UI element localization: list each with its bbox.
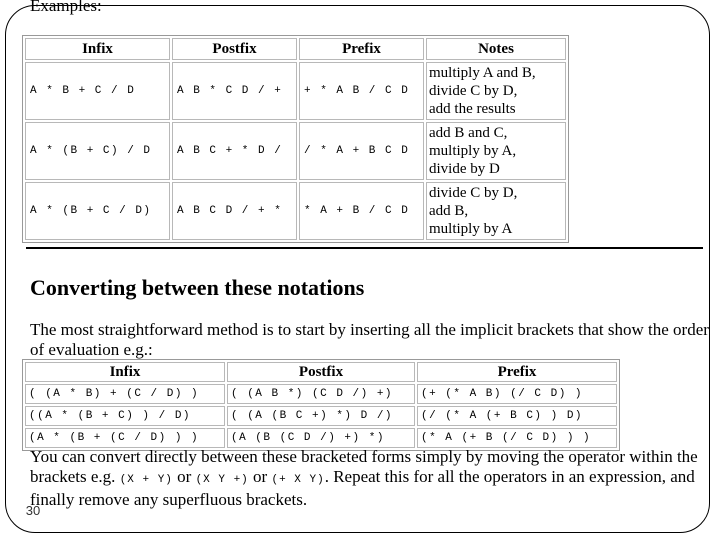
text-span: or	[172, 467, 196, 486]
table-header-row	[25, 362, 617, 382]
code-example: (X Y +)	[195, 474, 249, 486]
prefix-cell: / * A + B C D	[299, 122, 424, 180]
examples-table	[23, 36, 568, 242]
table-row	[25, 428, 617, 448]
code-example: (X + Y)	[119, 474, 173, 486]
code-example: (+ X Y)	[271, 474, 325, 486]
infix-cell: ((A * (B + C) ) / D)	[25, 406, 225, 426]
note-line: multiply by A,	[429, 143, 517, 159]
header-prefix: Prefix	[417, 362, 617, 382]
infix-cell: A * B + C / D	[25, 62, 170, 120]
notes-cell	[426, 122, 566, 180]
infix-cell: A * (B + C) / D	[25, 122, 170, 180]
postfix-cell: A B C D / + *	[172, 182, 297, 240]
table-row	[25, 62, 566, 120]
section-heading: Converting between these notations	[30, 275, 365, 300]
note-line: multiply A and B,	[429, 65, 536, 81]
table-row	[25, 122, 566, 180]
horizontal-divider	[26, 247, 703, 249]
examples-label: Examples:	[30, 0, 102, 15]
header-infix: Infix	[25, 362, 225, 382]
notes-cell	[426, 182, 566, 240]
prefix-cell: (* A (+ B (/ C D) ) )	[417, 428, 617, 448]
prefix-cell: (+ (* A B) (/ C D) )	[417, 384, 617, 404]
notes-cell	[426, 62, 566, 120]
postfix-cell: ( (A (B C +) *) D /)	[227, 406, 415, 426]
table-header-row	[25, 38, 566, 60]
infix-cell: A * (B + C / D)	[25, 182, 170, 240]
postfix-cell: A B C + * D /	[172, 122, 297, 180]
prefix-cell: + * A B / C D	[299, 62, 424, 120]
note-line: add the results	[429, 101, 516, 117]
header-prefix: Prefix	[299, 38, 424, 60]
header-postfix: Postfix	[172, 38, 297, 60]
text-span: or	[248, 467, 272, 486]
page-number: 30	[25, 503, 41, 518]
header-postfix: Postfix	[227, 362, 415, 382]
table-row	[25, 182, 566, 240]
note-line: add B,	[429, 203, 469, 219]
intro-paragraph: The most straightforward method is to start by inserting all the implicit brackets that show the order of evaluation e.g.:	[30, 320, 709, 359]
infix-cell: ( (A * B) + (C / D) )	[25, 384, 225, 404]
note-line: divide C by D,	[429, 185, 518, 201]
table-row	[25, 384, 617, 404]
note-line: add B and C,	[429, 125, 508, 141]
postfix-cell: ( (A B *) (C D /) +)	[227, 384, 415, 404]
postfix-cell: (A (B (C D /) +) *)	[227, 428, 415, 448]
infix-cell: (A * (B + (C / D) ) )	[25, 428, 225, 448]
text-span: You can convert directly between these bracketed forms simply by moving the operator within the brackets e.g.	[30, 447, 698, 486]
table-row	[25, 406, 617, 426]
prefix-cell: * A + B / C D	[299, 182, 424, 240]
note-line: multiply by A	[429, 221, 513, 237]
postfix-cell: A B * C D / +	[172, 62, 297, 120]
header-infix: Infix	[25, 38, 170, 60]
note-line: divide C by D,	[429, 83, 518, 99]
conversion-paragraph	[30, 447, 710, 510]
prefix-cell: (/ (* A (+ B C) ) D)	[417, 406, 617, 426]
bracketed-table	[23, 360, 619, 450]
text-span: . Repeat this for all the operators in an expression, and finally remove any superfluous brackets.	[30, 467, 695, 509]
header-notes: Notes	[426, 38, 566, 60]
note-line: divide by D	[429, 161, 500, 177]
